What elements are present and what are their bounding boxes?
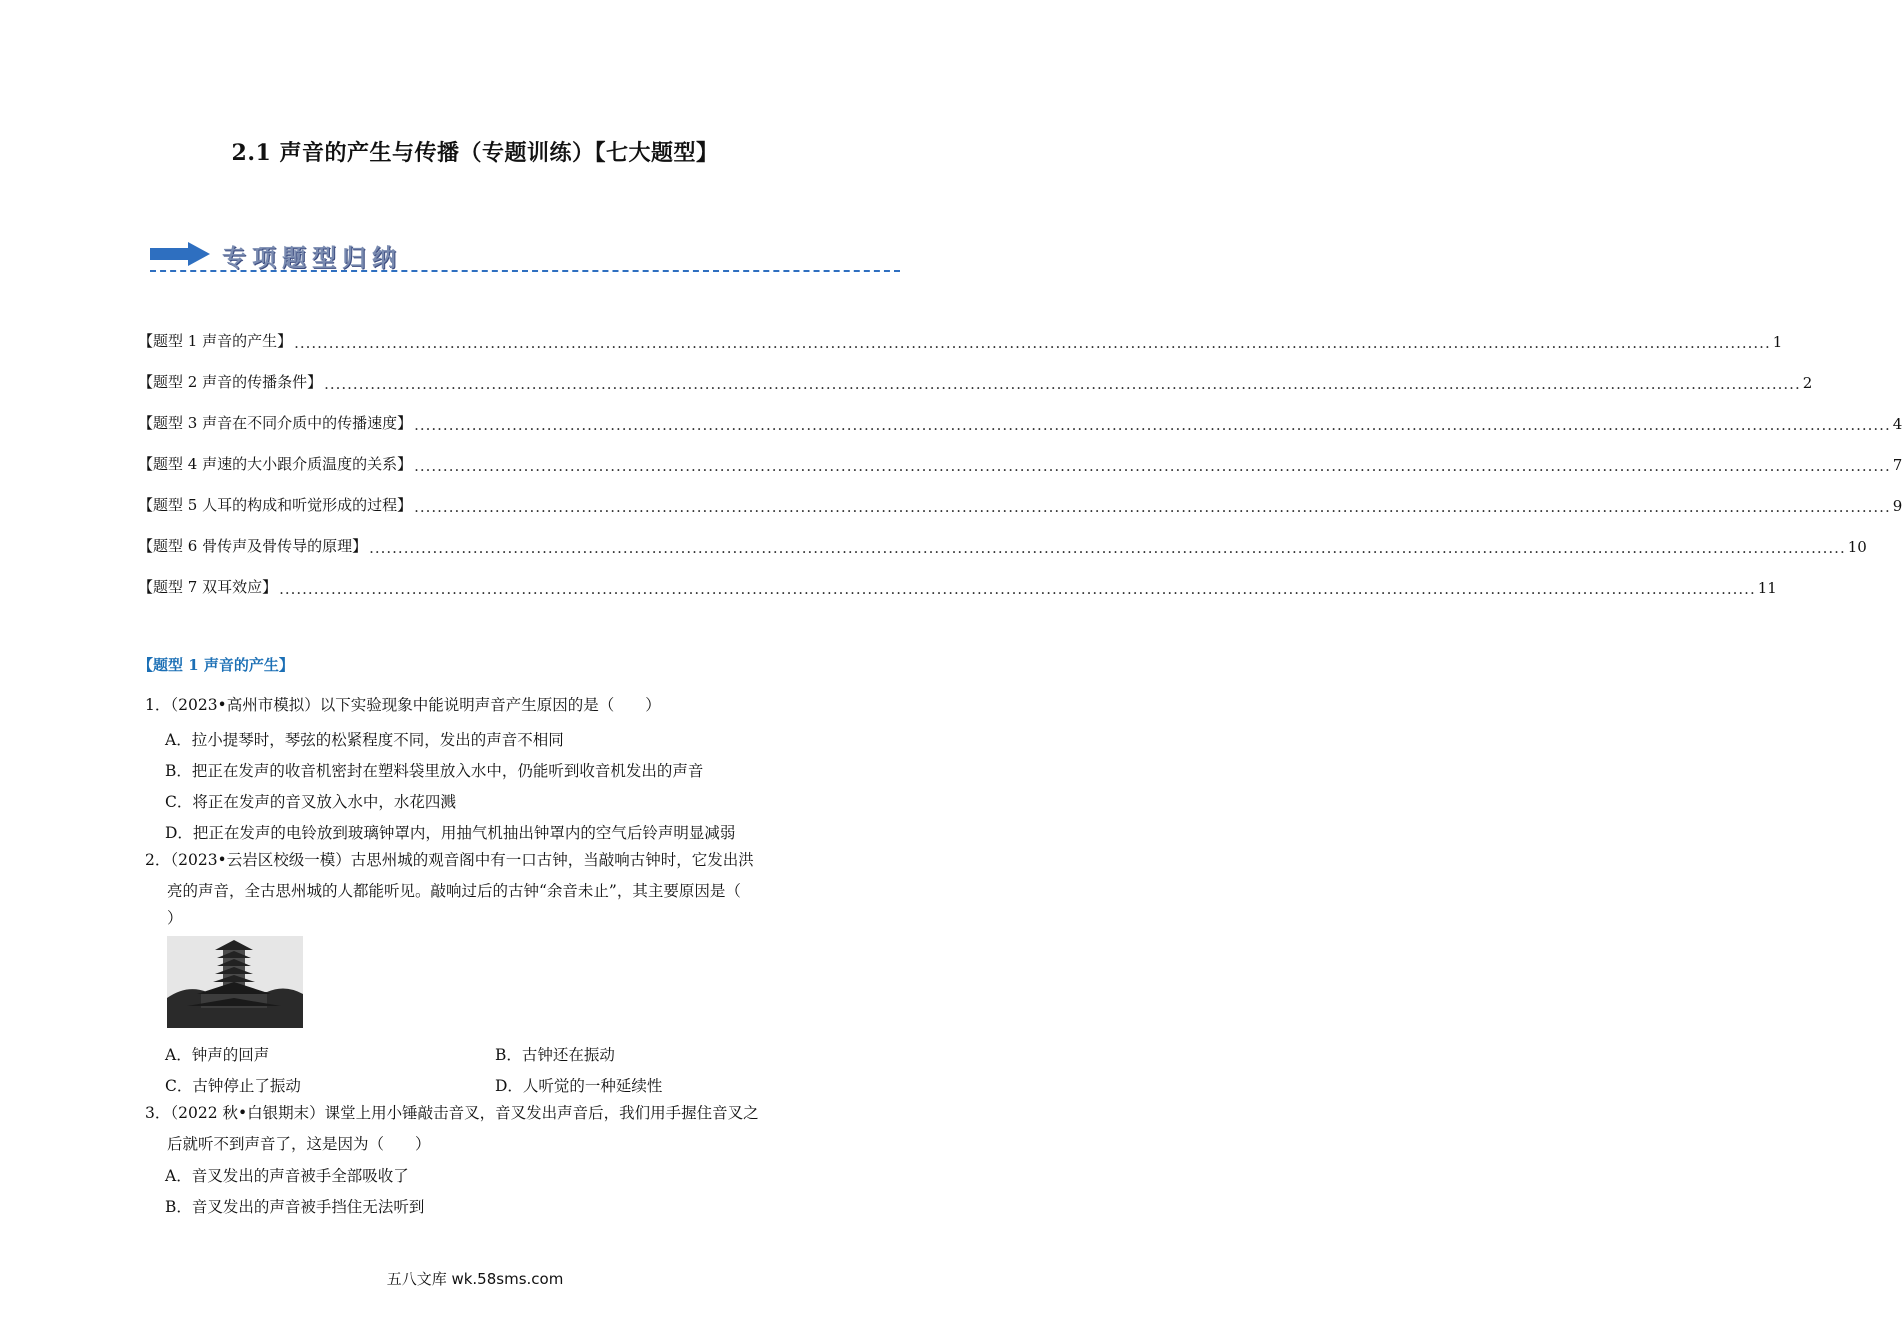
question-1-option-b: B．把正在发声的收音机密封在塑料袋里放入水中，仍能听到收音机发出的声音: [165, 762, 704, 780]
toc-entry[interactable]: [138, 474, 1902, 516]
banner-divider: [150, 270, 900, 272]
question-2-option-a: A．钟声的回声: [165, 1046, 270, 1064]
toc-entry-label: 【题型 3 声音在不同介质中的传播速度】: [138, 414, 413, 432]
question-2-stem-line-2: 亮的声音，全古思州城的人都能听见。敲响过后的古钟“余音未止”，其主要原因是（: [167, 882, 741, 900]
toc-leader: ................................................................................................................................................................................................................................................................: [414, 498, 1891, 516]
pagoda-image: [167, 936, 303, 1028]
toc-entry[interactable]: [138, 310, 1783, 352]
toc-entry[interactable]: [138, 433, 1902, 475]
toc-leader: ................................................................................................................................................................................................................................................................: [294, 334, 1771, 352]
section-heading: 【题型 1 声音的产生】: [138, 656, 294, 674]
question-3-option-b: B．音叉发出的声音被手挡住无法听到: [165, 1198, 425, 1216]
question-3-stem-line-2: 后就听不到声音了，这是因为（ ）: [167, 1135, 431, 1153]
toc-leader: ................................................................................................................................................................................................................................................................: [414, 457, 1891, 475]
toc-entry-page: 1: [1772, 333, 1783, 351]
toc-entry[interactable]: [138, 351, 1813, 393]
toc-entry-label: 【题型 1 声音的产生】: [138, 332, 293, 350]
toc-entry-page: 9: [1892, 497, 1902, 515]
toc-entry-page: 2: [1802, 374, 1813, 392]
toc-leader: ................................................................................................................................................................................................................................................................: [369, 539, 1846, 557]
question-1-stem: 1．（2023•高州市模拟）以下实验现象中能说明声音产生原因的是（ ）: [145, 696, 661, 714]
table-of-contents: [138, 310, 1902, 598]
footer-watermark: 五八文库 wk.58sms.com: [386, 1270, 564, 1288]
toc-entry-label: 【题型 2 声音的传播条件】: [138, 373, 323, 391]
toc-entry[interactable]: [138, 515, 1867, 557]
toc-entry-label: 【题型 5 人耳的构成和听觉形成的过程】: [138, 496, 413, 514]
toc-entry-label: 【题型 6 骨传声及骨传导的原理】: [138, 537, 368, 555]
toc-entry-page: 4: [1892, 415, 1902, 433]
toc-entry-label: 【题型 4 声速的大小跟介质温度的关系】: [138, 455, 413, 473]
toc-entry[interactable]: [138, 392, 1902, 434]
question-2-stem-line-1: 2．（2023•云岩区校级一模）古思州城的观音阁中有一口古钟，当敲响古钟时，它发出洪: [145, 851, 754, 869]
section-banner: [150, 238, 900, 274]
toc-leader: ................................................................................................................................................................................................................................................................: [279, 580, 1756, 598]
question-1-option-d: D．把正在发声的电铃放到玻璃钟罩内，用抽气机抽出钟罩内的空气后铃声明显减弱: [165, 824, 736, 842]
question-2-option-d: D．人听觉的一种延续性: [495, 1077, 663, 1095]
question-2-option-b: B．古钟还在振动: [495, 1046, 615, 1064]
question-1-option-a: A．拉小提琴时，琴弦的松紧程度不同，发出的声音不相同: [165, 731, 564, 749]
toc-leader: ................................................................................................................................................................................................................................................................: [324, 375, 1801, 393]
toc-entry-page: 10: [1847, 538, 1867, 556]
toc-leader: ................................................................................................................................................................................................................................................................: [414, 416, 1891, 434]
question-3-stem-line-1: 3．（2022 秋•白银期末）课堂上用小锤敲击音叉，音叉发出声音后，我们用手握住音叉之: [145, 1104, 759, 1122]
question-2-stem-line-3: ）: [167, 909, 183, 927]
question-1-option-c: C．将正在发声的音叉放入水中，水花四溅: [165, 793, 456, 811]
toc-entry-label: 【题型 7 双耳效应】: [138, 578, 278, 596]
toc-entry-page: 11: [1757, 579, 1777, 597]
toc-entry-page: 7: [1892, 456, 1902, 474]
question-3-option-a: A．音叉发出的声音被手全部吸收了: [165, 1167, 409, 1185]
toc-entry[interactable]: [138, 556, 1777, 598]
page-title: 2.1 声音的产生与传播（专题训练）【七大题型】: [231, 140, 719, 166]
question-2-option-c: C．古钟停止了振动: [165, 1077, 301, 1095]
banner-title: 专项题型归纳: [222, 243, 402, 272]
arrow-right-icon: [150, 242, 210, 266]
